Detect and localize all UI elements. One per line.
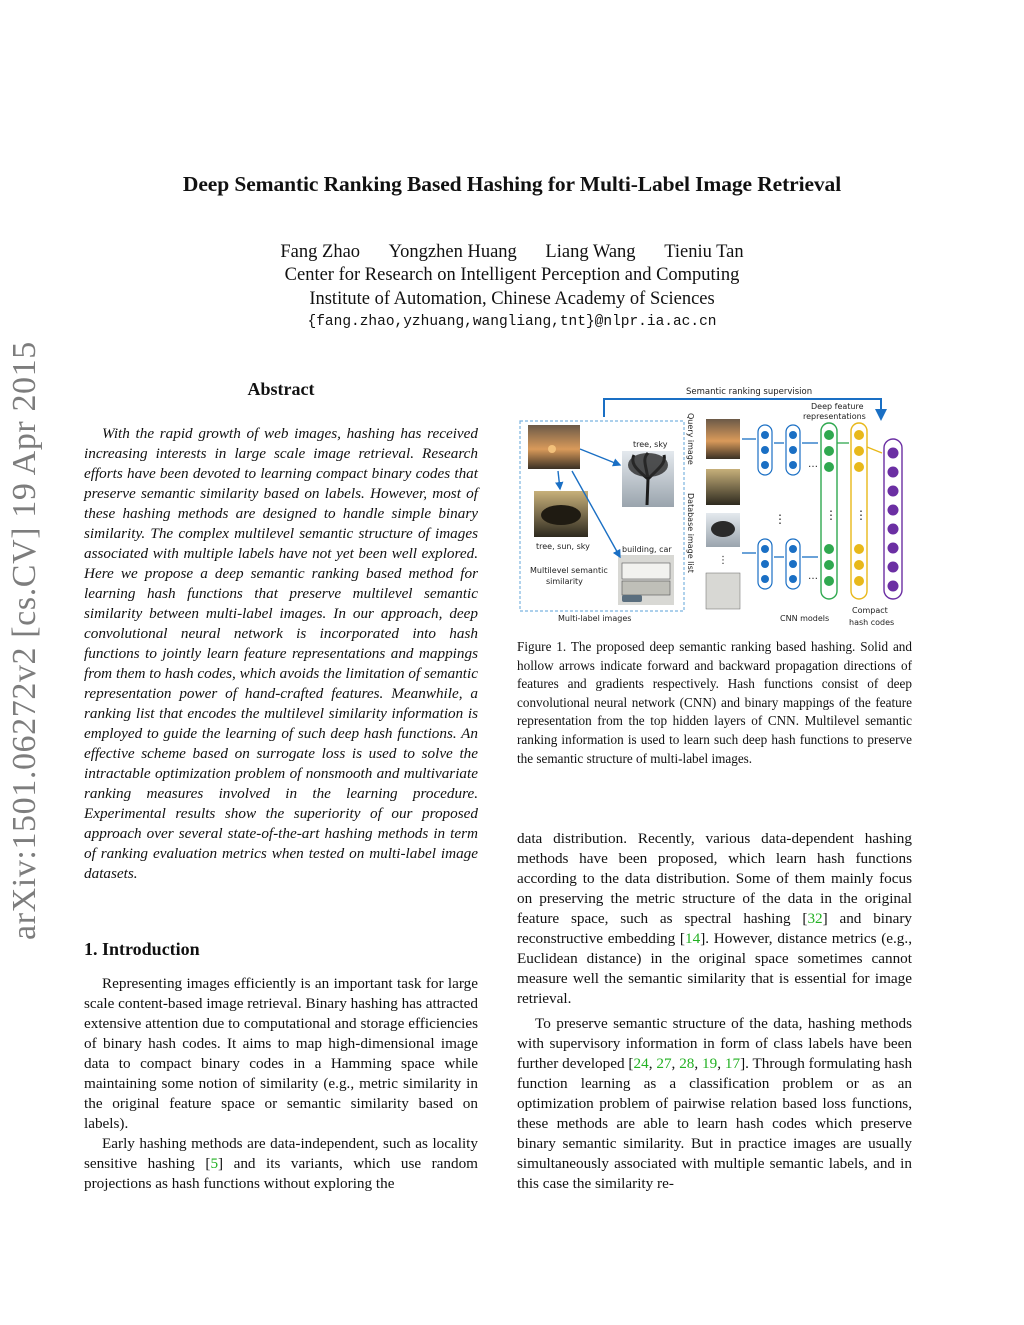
hash-mapping-column: [851, 423, 867, 599]
paragraph: Representing images efficiently is an important task for large scale content-based image retrieval. Binary hashing has attracted extensive attention due to computational and storage efficiencies of binary hash codes. It aims to map high-dimensional image data to compact binary codes in a Hamming space while maintaining some notion of similarity (e.g., metric similarity in the original feature space or semantic similarity based on labels).: [84, 975, 478, 1132]
building-icon: [622, 581, 670, 595]
paragraph: [517, 829, 912, 1009]
affiliation-line: Institute of Automation, Chinese Academy of Sciences: [309, 289, 715, 309]
compact-hash-label: Compact: [852, 606, 888, 615]
author-email: {fang.zhao,yzhuang,wangliang,tnt}@nlpr.ia.ac.cn: [307, 314, 717, 330]
citation-link[interactable]: 32: [807, 910, 823, 927]
paragraph: [84, 1134, 478, 1194]
cnn-block-top: [742, 425, 818, 475]
text-run: ]. Through formulating hash function learning as a classification problem or as an optimization problem of pairwise relation based loss functions, these methods are able to learn hash codes which preserve binary semantic similarity. But in practice images are usually simultaneously associated with multiple semantic labels, and in this case the similarity re-: [517, 1055, 913, 1192]
deep-feature-column: [821, 423, 837, 599]
text-run: data distribution. Recently, various data-dependent hashing methods have been proposed, which learn hash functions according to the data distribution. Some of them mainly focus on preserving the metric structure of the data in the original feature space, such as spectral hashing [: [517, 830, 912, 927]
multilevel-label: Multilevel semantic: [530, 566, 608, 575]
tree-icon: [628, 453, 668, 477]
abstract-heading: Abstract: [247, 379, 315, 399]
compact-hash-code-column: [884, 439, 902, 599]
similarity-arrow: [580, 449, 620, 465]
multilevel-label: similarity: [546, 577, 583, 586]
text-run: Early hashing methods are data-independent, such as locality sensitive hashing [: [84, 1135, 478, 1172]
ellipsis-icon: …: [808, 571, 818, 582]
query-image-label: Query image: [686, 413, 695, 465]
author-name: Yongzhen Huang: [388, 242, 517, 262]
database-image-thumbnail: [706, 573, 740, 609]
citation-link[interactable]: 5: [210, 1155, 219, 1172]
author-name: Tieniu Tan: [664, 242, 744, 262]
citation-link[interactable]: 17: [724, 1055, 741, 1072]
citation-link[interactable]: 24: [633, 1055, 649, 1072]
section-heading: 1. Introduction: [84, 939, 200, 959]
svg-text:⋮: ⋮: [825, 508, 837, 522]
abstract-body: With the rapid growth of web images, hashing has received increasing interests in large scale image retrieval. Research efforts have been devoted to learning compact binary codes that preserve semantic similarity based on labels. However, most of these hashing methods are designed to handle simple binary similarity. The complex multilevel semantic structure of images associated with multiple labels have not yet been well explored. Here we propose a deep semantic ranking based method for learning hash functions that preserve multilevel semantic similarity between multi-label images. In our approach, deep convolutional neural network is incorporated into hash functions to jointly learn feature representations and mappings from them to hash codes, which avoids the limitation of semantic representation power of hand-crafted features. Meanwhile, a ranking list that encodes the multilevel similarity information is employed to guide the learning of such deep hash functions. An effective scheme based on surrogate loss is used to solve the intractable optimization problem of nonsmooth and multivariate ranking measures involved in the learning procedure. Experimental results show the superiority of our proposed approach over several state-of-the-art hashing methods in term of ranking evaluation metrics when tested on multi-label image datasets.: [84, 425, 478, 882]
query-image-thumbnail: [706, 419, 740, 459]
ellipsis-icon: ⋮: [774, 512, 786, 526]
author-list: [0, 242, 1024, 263]
affiliation-line: Center for Research on Intelligent Perception and Computing: [284, 265, 740, 285]
author-name: Liang Wang: [545, 242, 636, 262]
multi-label-images-label: Multi-label images: [558, 614, 632, 623]
similarity-arrow: [558, 471, 560, 489]
tag-label: tree, sky: [633, 440, 668, 449]
text-run: ]. However, distance metrics (e.g., Euclidean distance) in the original space sometimes cannot measure well the semantic similarity that is essential for image retrieval.: [517, 930, 912, 1007]
paper-title: Deep Semantic Ranking Based Hashing for Multi-Label Image Retrieval: [182, 172, 842, 196]
citation-link[interactable]: 14: [685, 930, 701, 947]
tag-label: tree, sun, sky: [536, 542, 590, 551]
tree-icon: [711, 521, 735, 537]
database-list-label: Database image list: [686, 493, 695, 573]
author-name: Fang Zhao: [280, 242, 361, 262]
database-image-thumbnail: [706, 469, 740, 505]
compact-hash-label: hash codes: [849, 618, 895, 627]
tree-icon: [541, 505, 581, 525]
text-run: To preserve semantic structure of the data, hashing methods with supervisory information in form of class labels have been further developed [: [517, 1015, 912, 1072]
building-icon: [622, 563, 670, 579]
svg-text:⋮: ⋮: [855, 508, 867, 522]
sun-icon: [548, 445, 556, 453]
car-icon: [622, 595, 642, 602]
citation-link[interactable]: 19: [702, 1055, 718, 1072]
arxiv-identifier: arXiv:1501.06272v2 [cs.CV] 19 Apr 2015: [6, 341, 43, 940]
text-run: ] and binary reconstructive embedding [: [517, 910, 912, 947]
cnn-models-label: CNN models: [780, 614, 830, 623]
tag-label: building, car: [622, 545, 672, 554]
deep-feature-label: Deep feature: [811, 402, 864, 411]
figure-caption: Figure 1. The proposed deep semantic ranking based hashing. Solid and hollow arrows indicate forward and backward propagation directions of features and gradients respectively. Hash functions consist of deep convolutional neural network (CNN) and binary mappings of the feature representation from the top hidden layers of CNN. Multilevel semantic ranking information is used to learn such deep hash functions to preserve the semantic structure of multi-label images.: [517, 639, 912, 766]
supervision-label: Semantic ranking supervision: [686, 387, 813, 397]
citation-link[interactable]: 28: [679, 1055, 695, 1072]
forward-arrow: [867, 447, 882, 453]
figure-1-diagram: [518, 383, 910, 633]
deep-feature-label: representations: [803, 412, 866, 421]
text-run: ] and its variants, which use random projections as hash functions without exploring the: [84, 1155, 478, 1192]
cnn-block-bottom: [742, 539, 818, 589]
paragraph: To preserve semantic structure of the data, hashing methods with supervisory information in form of class labels have been further developed [24, 27, 28, 19, 17]. Through formulating hash function learning as a classification problem or as an optimization problem of pairwise relation based loss functions, these methods are able to learn hash codes which preserve binary semantic similarity. But in practice images are usually simultaneously associated with multiple semantic labels, and in this case the similarity re-: [517, 1015, 913, 1192]
citation-link[interactable]: 27: [656, 1055, 672, 1072]
ellipsis-icon: ⋮: [718, 555, 728, 566]
ellipsis-icon: …: [808, 459, 818, 470]
